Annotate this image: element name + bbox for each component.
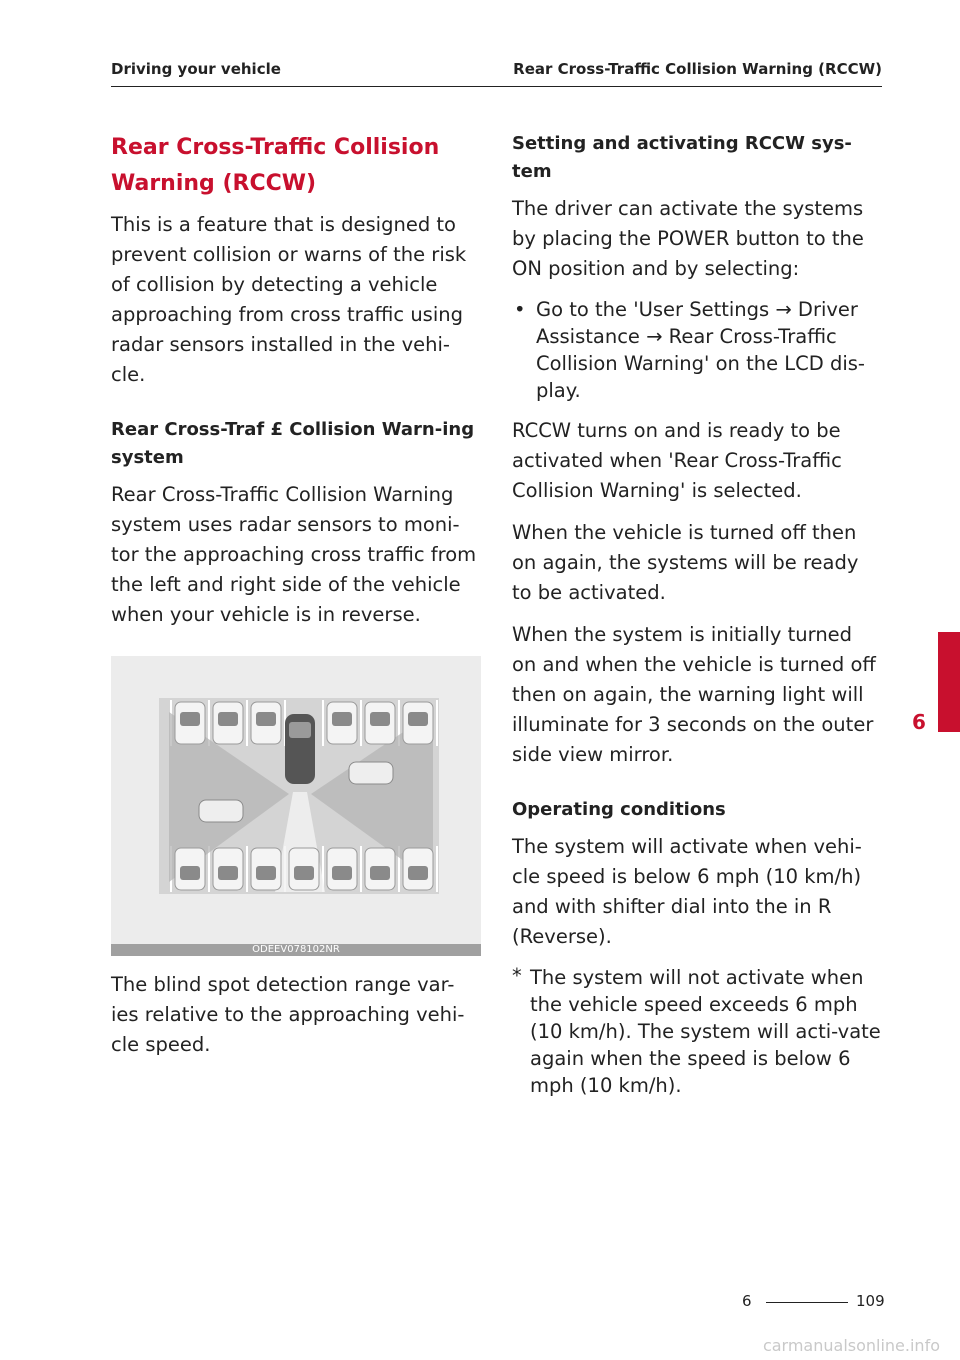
subheading-rccw-system: Rear Cross-Traf £ Collision Warn-ing system <box>111 419 475 468</box>
subheading-setting: Setting and activating RCCW sys-tem <box>512 133 852 182</box>
approaching-vehicle-right <box>349 762 393 784</box>
header-left: Driving your vehicle <box>111 60 281 78</box>
note-text: The system will not activate when the vehicle speed exceeds 6 mph (10 km/h). The system will acti-vate again when the speed is below 6 mph (10 km/h). <box>530 966 881 1097</box>
ready-paragraph: RCCW turns on and is ready to be activated when 'Rear Cross-Traffic Collision Warning' is selected. <box>512 419 842 502</box>
section-title-line1: Rear Cross-Traffic Collision <box>111 135 440 160</box>
section-title <box>111 130 481 202</box>
subheading-operating-conditions: Operating conditions <box>512 799 726 820</box>
right-column <box>512 130 882 1099</box>
chapter-tab-number: 6 <box>912 710 926 734</box>
footer-page-number: 109 <box>856 1292 885 1310</box>
system-paragraph: Rear Cross-Traffic Collision Warning system uses radar sensors to moni-tor the approaching cross traffic from the left and right side of the vehicle when your vehicle is in reverse. <box>111 483 477 626</box>
bullet-mark: • <box>514 298 526 321</box>
intro-paragraph: This is a feature that is designed to prevent collision or warns of the risk of collision by detecting a vehicle approaching from cross traffic using radar sensors installed in the vehi-cle. <box>111 213 467 386</box>
restart-paragraph: When the vehicle is turned off then on again, the systems will be ready to be activated. <box>512 521 859 604</box>
footer-chapter: 6 <box>742 1292 752 1310</box>
left-column <box>111 130 481 1072</box>
detection-range-paragraph: The blind spot detection range var-ies relative to the approaching vehi-cle speed. <box>111 973 465 1056</box>
header-rule <box>111 86 882 87</box>
header-right: Rear Cross-Traffic Collision Warning (RCCW) <box>513 60 882 78</box>
section-title-line2: Warning (RCCW) <box>111 171 317 196</box>
note-mark: * <box>512 964 522 987</box>
watermark: carmanualsonline.info <box>762 1336 940 1355</box>
speed-note <box>512 964 882 1099</box>
activation-paragraph: The driver can activate the systems by placing the POWER button to the ON position and by selecting: <box>512 197 864 280</box>
warning-light-paragraph: When the system is initially turned on and when the vehicle is turned off then on again, the warning light will illuminate for 3 seconds on the outer side view mirror. <box>512 623 876 766</box>
approaching-vehicle-left <box>199 800 243 822</box>
chapter-tab <box>938 632 960 732</box>
parking-lot-illustration <box>111 656 481 956</box>
bullet-item <box>512 296 882 404</box>
conditions-paragraph: The system will activate when vehi-cle speed is below 6 mph (10 km/h) and with shifter dial into the in R (Reverse). <box>512 835 862 948</box>
footer-rule <box>766 1302 848 1303</box>
bullet-text: Go to the 'User Settings → Driver Assistance → Rear Cross-Traffic Collision Warning' on the LCD dis-play. <box>536 298 865 402</box>
figure-code: ODEEV078102NR <box>111 944 481 956</box>
parking-lot-diagram <box>111 656 481 956</box>
